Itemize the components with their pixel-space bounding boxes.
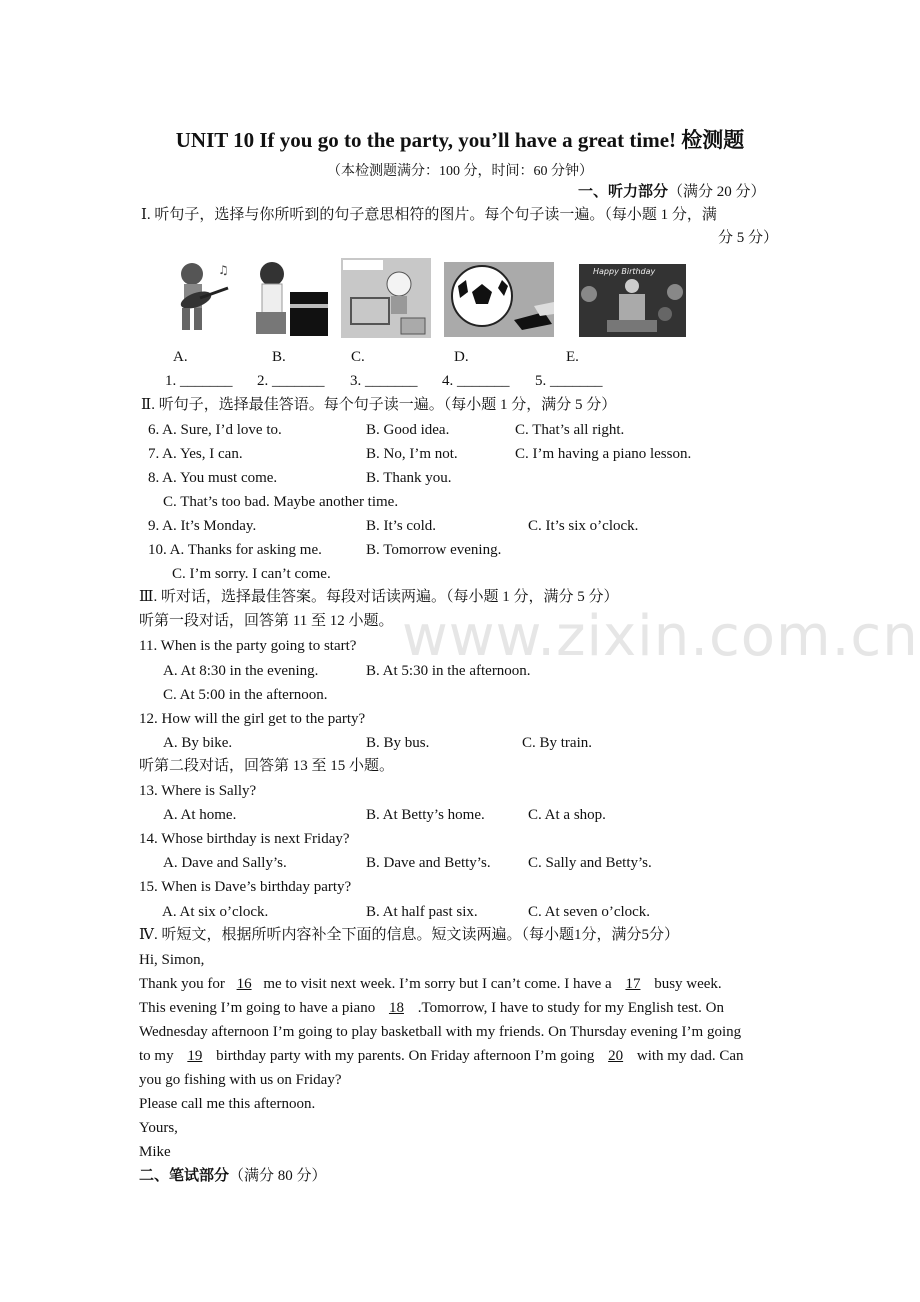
- q9-option-c: C. It’s six o’clock.: [528, 518, 639, 534]
- q10-option-a: 10. A. Thanks for asking me.: [148, 542, 322, 558]
- q11-option-c: C. At 5:00 in the afternoon.: [163, 687, 328, 703]
- image-label-e: E.: [566, 349, 579, 365]
- letter-line-4: to my 19 birthday party with my parents. On Friday afternoon I’m going 20 with my dad. Can: [139, 1048, 744, 1064]
- q10-option-c: C. I’m sorry. I can’t come.: [172, 566, 331, 582]
- image-label-b: B.: [272, 349, 286, 365]
- watermark: www.zixin.com.cn: [402, 604, 919, 669]
- q12-option-b: B. By bus.: [366, 735, 430, 751]
- q13-option-a: A. At home.: [163, 807, 237, 823]
- exam-info: （本检测题满分：100 分，时间：60 分钟）: [327, 164, 593, 179]
- answer-blank-3: 3. _______: [350, 373, 418, 389]
- svg-text:♫: ♫: [218, 263, 229, 277]
- soccer-ball-image: [444, 262, 554, 337]
- letter-line-5: you go fishing with us on Friday?: [139, 1072, 342, 1088]
- answer-blank-1: 1. _______: [165, 373, 233, 389]
- q7-option-a: 7. A. Yes, I can.: [148, 446, 243, 462]
- q15-option-c: C. At seven o’clock.: [528, 904, 651, 920]
- q8-option-b: B. Thank you.: [366, 470, 452, 486]
- q13-option-b: B. At Betty’s home.: [366, 807, 485, 823]
- q12-text: 12. How will the girl get to the party?: [139, 711, 366, 727]
- letter-line-3: Wednesday afternoon I’m going to play basketball with my friends. On Thursday evening I’m going: [139, 1024, 742, 1040]
- letter-line-2: This evening I’m going to have a piano 18 .Tomorrow, I have to study for my English test. On: [139, 1000, 724, 1016]
- dialogue2-intro: 听第二段对话，回答第 13 至 15 小题。: [139, 758, 395, 774]
- q11-text: 11. When is the party going to start?: [139, 638, 357, 654]
- answer-blank-4: 4. _______: [442, 373, 510, 389]
- part2-heading: 二、笔试部分（满分 80 分）: [139, 1168, 327, 1184]
- blank-16: 16: [236, 976, 252, 992]
- q12-option-c: C. By train.: [522, 735, 592, 751]
- section4-heading: Ⅳ. 听短文，根据所听内容补全下面的信息。短文读两遍。（每小题1分，满分5分）: [139, 927, 679, 943]
- q11-option-a: A. At 8:30 in the evening.: [163, 663, 319, 679]
- girl-piano-image: [250, 256, 330, 338]
- image-label-c: C.: [351, 349, 365, 365]
- blank-19: 19: [187, 1048, 203, 1064]
- letter-signature: Mike: [139, 1144, 171, 1160]
- q15-option-b: B. At half past six.: [366, 904, 478, 920]
- letter-line-6: Please call me this afternoon.: [139, 1096, 316, 1112]
- q13-option-c: C. At a shop.: [528, 807, 606, 823]
- q12-option-a: A. By bike.: [163, 735, 233, 751]
- q9-option-a: 9. A. It’s Monday.: [148, 518, 257, 534]
- letter-greeting: Hi, Simon,: [139, 952, 205, 968]
- q7-option-b: B. No, I’m not.: [366, 446, 458, 462]
- q15-text: 15. When is Dave’s birthday party?: [139, 879, 352, 895]
- blank-18: 18: [388, 1000, 404, 1016]
- q14-text: 14. Whose birthday is next Friday?: [139, 831, 350, 847]
- q8-option-c: C. That’s too bad. Maybe another time.: [163, 494, 399, 510]
- section1-heading: Ⅰ. 听句子，选择与你所听到的句子意思相符的图片。每个句子读一遍。（每小题 1 分，满: [141, 207, 717, 223]
- section1-heading-cont: 分 5 分）: [718, 230, 779, 246]
- boy-guitar-image: [162, 256, 232, 338]
- answer-blank-5: 5. _______: [535, 373, 603, 389]
- q10-option-b: B. Tomorrow evening.: [366, 542, 502, 558]
- q6-option-a: 6. A. Sure, I’d love to.: [148, 422, 282, 438]
- image-label-a: A.: [173, 349, 188, 365]
- q14-option-b: B. Dave and Betty’s.: [366, 855, 491, 871]
- blank-17: 17: [625, 976, 641, 992]
- q15-option-a: A. At six o’clock.: [162, 904, 269, 920]
- q14-option-c: C. Sally and Betty’s.: [528, 855, 652, 871]
- q7-option-c: C. I’m having a piano lesson.: [515, 446, 692, 462]
- letter-line-1: Thank you for 16 me to visit next week. I’m sorry but I can’t come. I have a 17 busy week.: [139, 976, 722, 992]
- part1-heading: 一、听力部分（满分 20 分）: [578, 184, 766, 200]
- girl-chair-image: [341, 258, 431, 338]
- q13-text: 13. Where is Sally?: [139, 783, 257, 799]
- q11-option-b: B. At 5:30 in the afternoon.: [366, 663, 531, 679]
- blank-20: 20: [608, 1048, 624, 1064]
- page-title: UNIT 10 If you go to the party, you’ll have a great time! 检测题: [175, 128, 745, 152]
- image-label-d: D.: [454, 349, 469, 365]
- section3-heading: Ⅲ. 听对话，选择最佳答案。每段对话读两遍。（每小题 1 分，满分 5 分）: [139, 589, 619, 605]
- svg-text:Happy Birthday: Happy Birthday: [593, 267, 656, 276]
- q14-option-a: A. Dave and Sally’s.: [163, 855, 287, 871]
- answer-blank-2: 2. _______: [257, 373, 325, 389]
- letter-closing: Yours,: [139, 1120, 178, 1136]
- birthday-party-image: [579, 264, 686, 337]
- q6-option-b: B. Good idea.: [366, 422, 450, 438]
- dialogue1-intro: 听第一段对话，回答第 11 至 12 小题。: [139, 613, 394, 629]
- q9-option-b: B. It’s cold.: [366, 518, 436, 534]
- q6-option-c: C. That’s all right.: [515, 422, 625, 438]
- q8-option-a: 8. A. You must come.: [148, 470, 278, 486]
- section2-heading: Ⅱ. 听句子，选择最佳答语。每个句子读一遍。（每小题 1 分，满分 5 分）: [141, 397, 617, 413]
